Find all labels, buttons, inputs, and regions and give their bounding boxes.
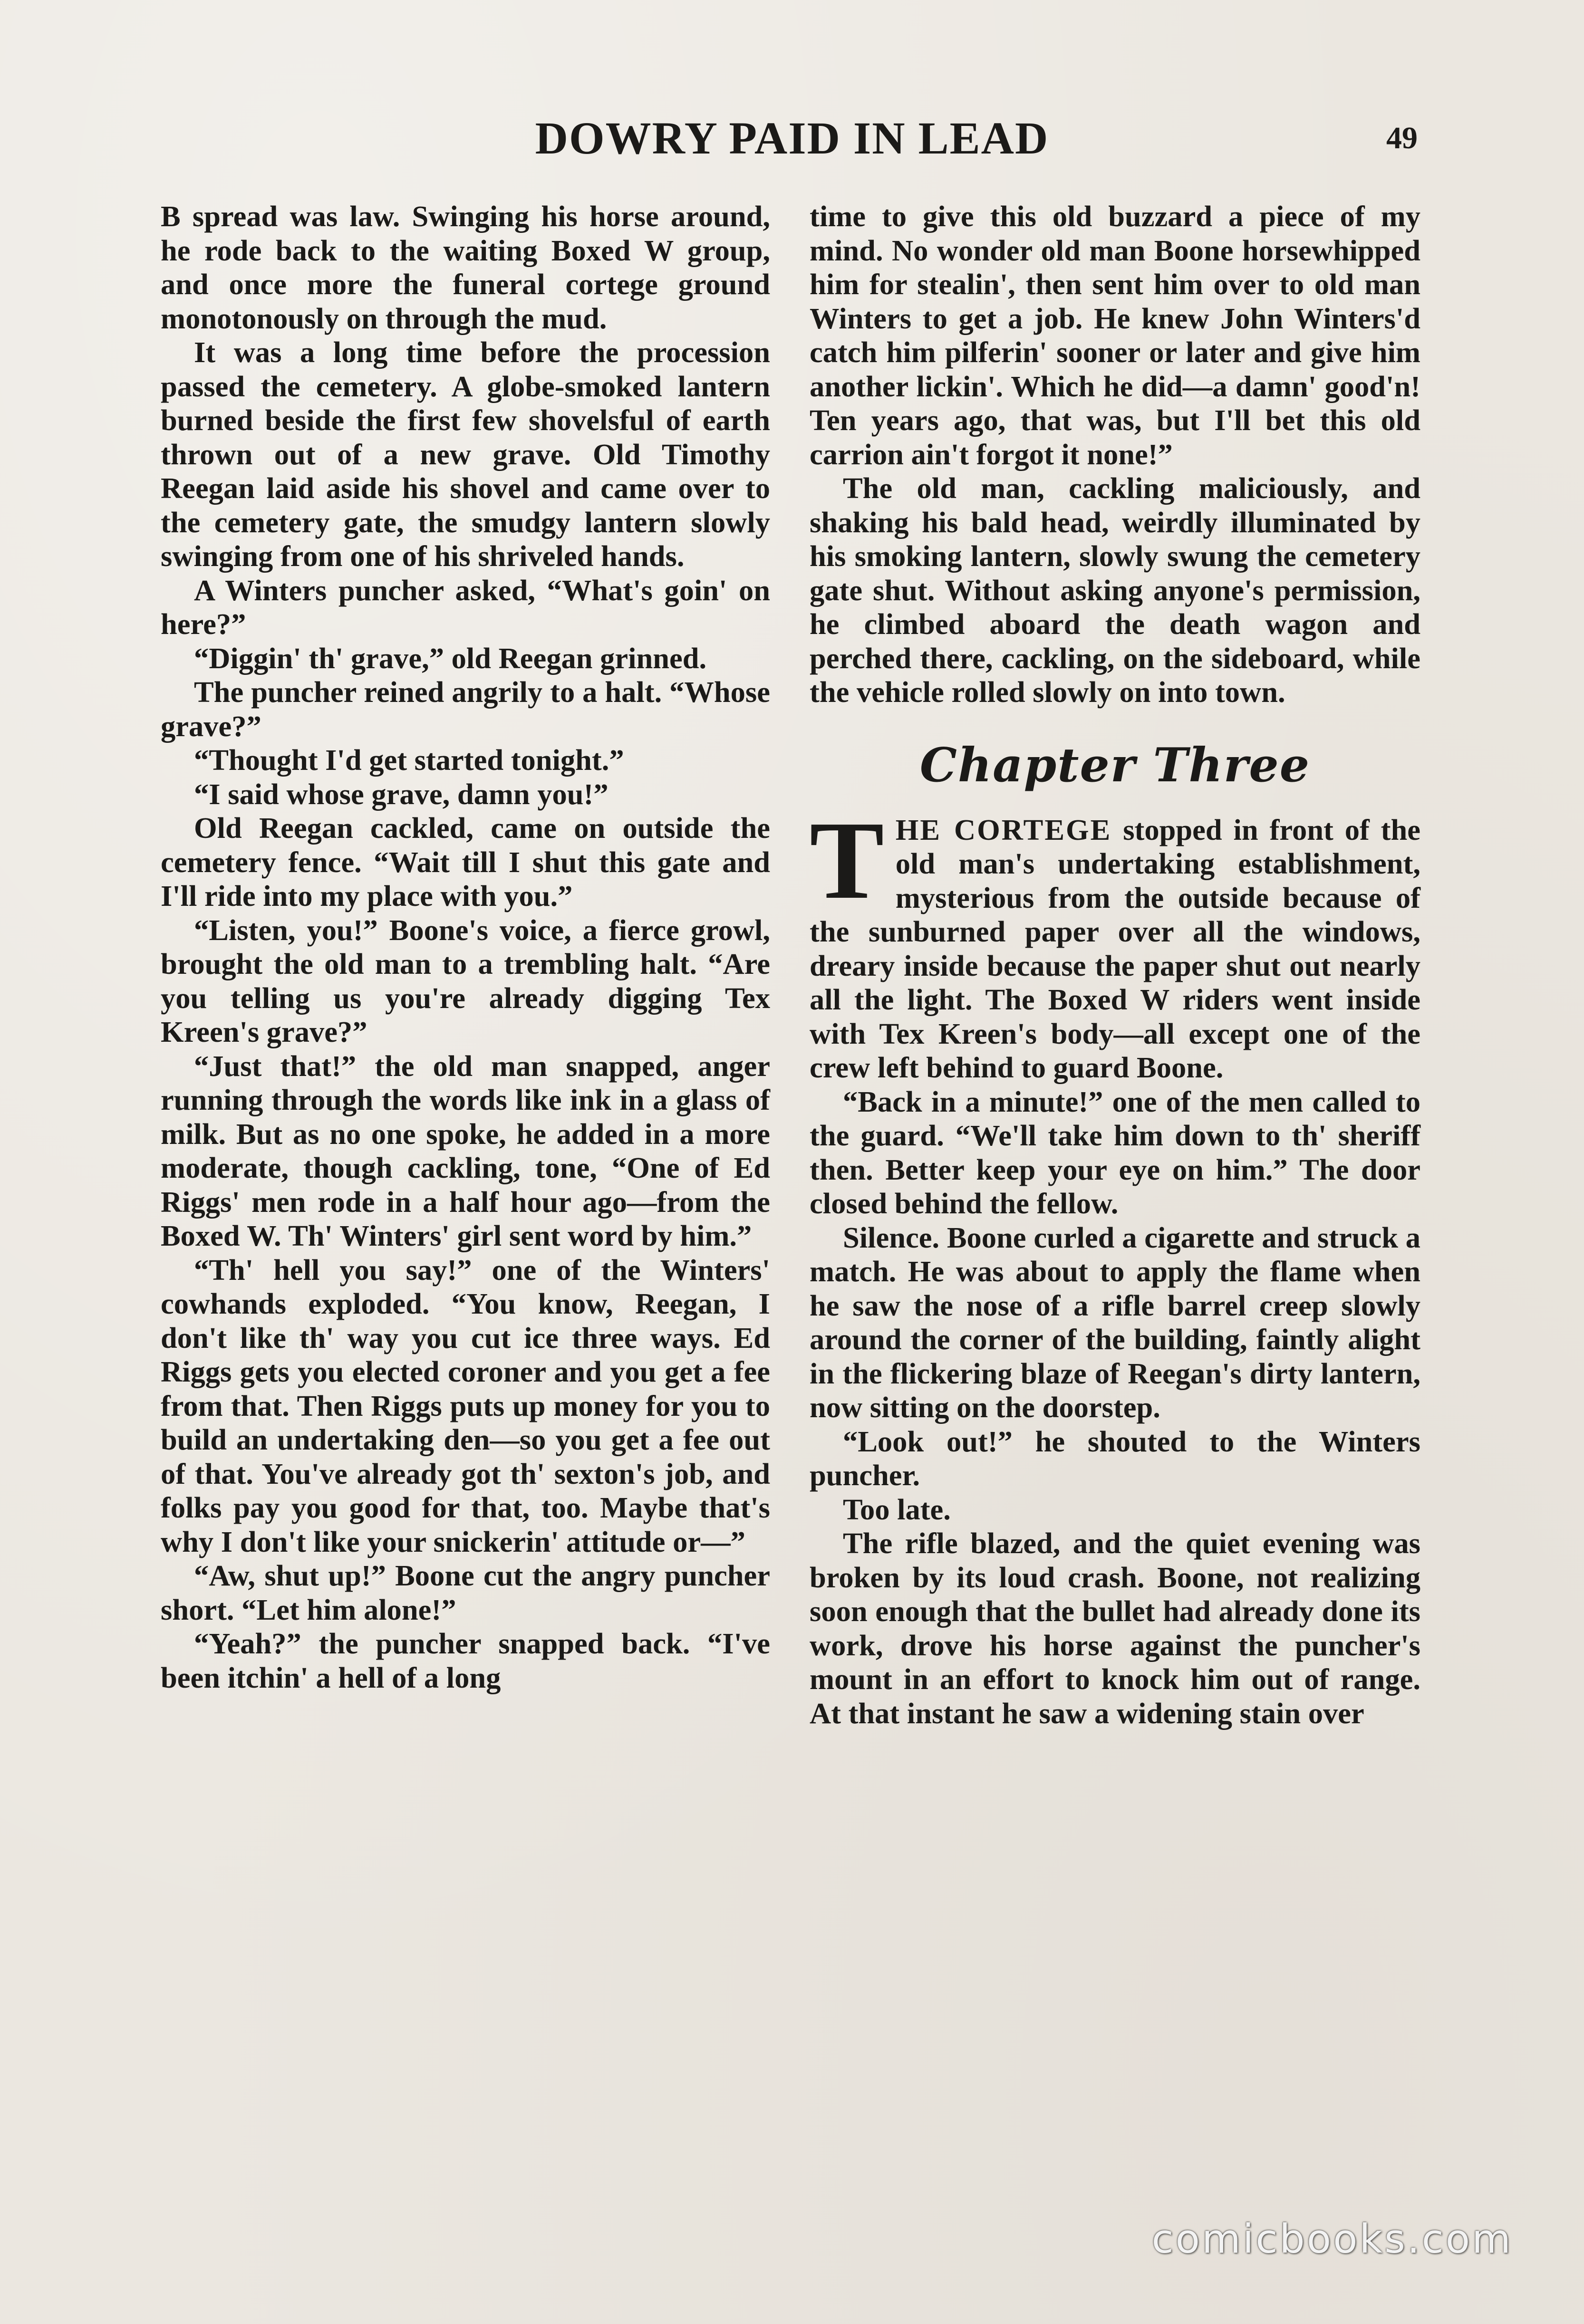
paragraph: The rifle blazed, and the quiet evening was broken by its loud crash. Boone, not realizing soon enough that the bullet had already done its work, drove his horse against the puncher's mount in an effort to knock him out of range. At that instant he saw a widening stain over <box>810 1527 1420 1730</box>
paragraph: “Yeah?” the puncher snapped back. “I've been itchin' a hell of a long <box>161 1627 770 1694</box>
chapter-opening-paragraph <box>810 798 1420 1085</box>
story-title: DOWRY PAID IN LEAD <box>535 113 1049 163</box>
paragraph: “I said whose grave, damn you!” <box>194 777 608 811</box>
paragraph: Too late. <box>843 1492 951 1526</box>
paragraph: It was a long time before the procession passed the cemetery. A globe-smoked lantern burned beside the first few shovelsful of earth thrown out of a new grave. Old Timothy Reegan laid aside his shovel and came over to the cemetery gate, the smudgy lantern slowly swinging from one of his shriveled hands. <box>161 336 770 573</box>
paragraph: “Diggin' th' grave,” old Reegan grinned. <box>194 641 707 675</box>
drop-cap: T <box>810 798 884 922</box>
page-number: 49 <box>1386 121 1418 155</box>
paragraph: “Aw, shut up!” Boone cut the angry puncher short. “Let him alone!” <box>161 1559 770 1626</box>
opening-small-caps: HE CORTEGE <box>895 813 1112 846</box>
paragraph: A Winters puncher asked, “What's goin' on here?” <box>161 573 770 641</box>
paragraph: Old Reegan cackled, came on outside the cemetery fence. “Wait till I shut this gate and I'll ride into my place with you.” <box>161 811 770 912</box>
paragraph: time to give this old buzzard a piece of my mind. No wonder old man Boone horsewhipped him for stealin', then sent him over to old man Winters to get a job. He knew John Winters'd catch him pilferin' sooner or later and give him another lickin'. Which he did—a damn' good'n! Ten years ago, that was, but I'll bet this old carrion ain't forgot it none!” <box>810 200 1420 471</box>
paragraph: The old man, cackling maliciously, and shaking his bald head, weirdly illuminated by his smoking lantern, slowly swung the cemetery gate shut. Without asking anyone's permission, he climbed aboard the death wagon and perched there, cackling, on the sideboard, while the vehicle rolled slowly on into town. <box>810 471 1420 709</box>
paragraph: “Th' hell you say!” one of the Winters' cowhands exploded. “You know, Reegan, I don't like th' way you cut ice three ways. Ed Riggs gets you elected coroner and you get a fee from that. Then Riggs puts up money for you to build an undertaking den—so you get a fee out of that. You've already got th' sexton's job, and folks pay you good for that, too. Maybe that's why I don't like your snickerin' attitude or—” <box>161 1253 770 1558</box>
left-column <box>161 200 770 1695</box>
chapter-heading: Chapter Three <box>919 738 1311 793</box>
paragraph: “Listen, you!” Boone's voice, a fierce growl, brought the old man to a trembling halt. “Are you telling us you're already digging Tex Kreen's grave?” <box>161 913 770 1048</box>
paragraph: “Just that!” the old man snapped, anger running through the words like ink in a glass of milk. But as no one spoke, he added in a more moderate, though cackling, tone, “One of Ed Riggs' men rode in a half hour ago—from the Boxed W. Th' Winters' girl sent word by him.” <box>161 1049 770 1252</box>
paragraph: The puncher reined angrily to a halt. “Whose grave?” <box>161 675 770 743</box>
paragraph: “Back in a minute!” one of the men called to the guard. “We'll take him down to th' sheriff then. Better keep your eye on him.” The door closed behind the fellow. <box>810 1085 1420 1220</box>
paragraph: “Thought I'd get started tonight.” <box>194 743 624 777</box>
paragraph: B spread was law. Swinging his horse around, he rode back to the waiting Boxed W group, and once more the funeral cortege ground monotonously on through the mud. <box>161 200 770 335</box>
paragraph: Silence. Boone curled a cigarette and struck a match. He was about to apply the flame when he saw the nose of a rifle barrel creep slowly around the corner of the building, faintly alight in the flickering blaze of Reegan's dirty lantern, now sitting on the doorstep. <box>810 1220 1420 1424</box>
watermark: comicbooks.com <box>1151 2216 1513 2262</box>
opening-text: stopped in front of the old man's undertaking establishment, mysterious from the outside because of the sunburned paper over all the windows, dreary inside because the paper shut out nearly all the light. The Boxed W riders went inside with Tex Kreen's body—all except one of the crew left behind to guard Boone. <box>810 813 1420 1084</box>
paragraph: “Look out!” he shouted to the Winters puncher. <box>810 1424 1420 1492</box>
running-header <box>0 112 1584 173</box>
right-column <box>810 200 1420 1730</box>
